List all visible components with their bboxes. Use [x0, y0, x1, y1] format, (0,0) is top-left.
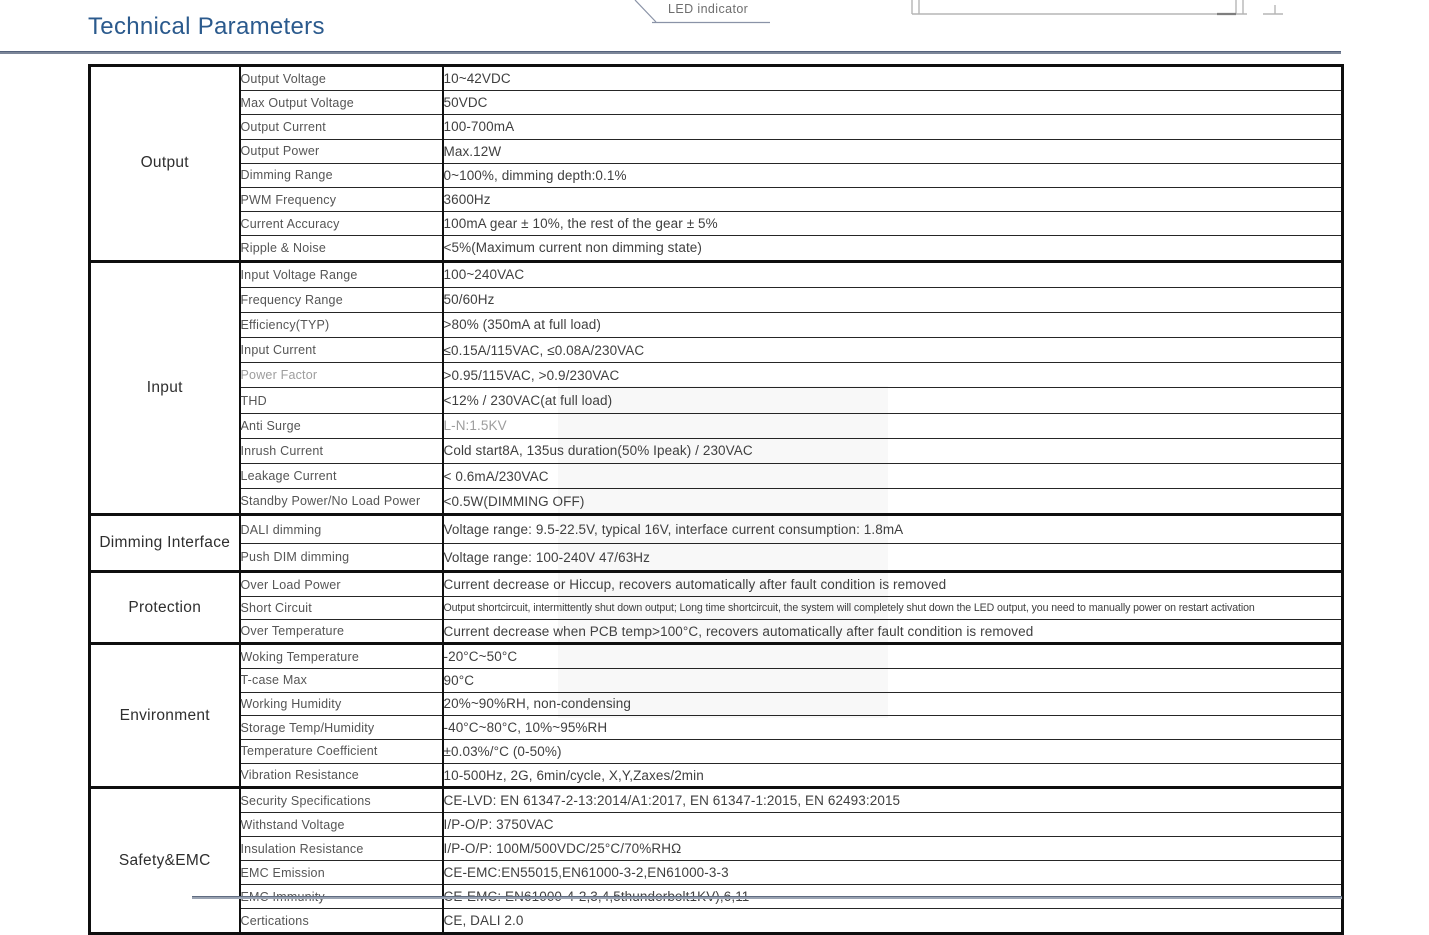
value-cell: L-N:1.5KV	[443, 413, 1343, 438]
table-row	[90, 163, 1343, 187]
table-row	[90, 788, 1343, 813]
param-cell: Withstand Voltage	[240, 813, 443, 837]
table-row	[90, 515, 1343, 544]
value-cell: CE-EMC:EN55015,EN61000-3-2,EN61000-3-3	[443, 861, 1343, 885]
table-row	[90, 909, 1343, 934]
value-cell: 20%~90%RH, non-condensing	[443, 692, 1343, 716]
spec-table	[88, 64, 1344, 935]
param-cell: Over Load Power	[240, 572, 443, 596]
value-cell: 100~240VAC	[443, 261, 1343, 287]
param-cell: Working Humidity	[240, 692, 443, 716]
table-row	[90, 464, 1343, 489]
page-title: Technical Parameters	[88, 13, 325, 40]
param-cell: Max Output Voltage	[240, 91, 443, 115]
table-row	[90, 692, 1343, 716]
bottom-rule	[192, 896, 1342, 899]
value-cell: I/P-O/P: 3750VAC	[443, 813, 1343, 837]
param-cell: Security Specifications	[240, 788, 443, 813]
value-cell: 90°C	[443, 668, 1343, 692]
value-cell: Voltage range: 9.5-22.5V, typical 16V, interface current consumption: 1.8mA	[443, 515, 1343, 544]
value-cell: <12% / 230VAC(at full load)	[443, 388, 1343, 413]
value-cell: <5%(Maximum current non dimming state)	[443, 236, 1343, 261]
param-cell: Inrush Current	[240, 438, 443, 463]
category-cell: Environment	[90, 644, 240, 788]
param-cell: Efficiency(TYP)	[240, 312, 443, 337]
param-cell: Output Current	[240, 115, 443, 139]
table-row	[90, 596, 1343, 619]
value-cell: 100mA gear ± 10%, the rest of the gear ± 5%	[443, 212, 1343, 236]
param-cell: Ripple & Noise	[240, 236, 443, 261]
table-row	[90, 763, 1343, 788]
param-cell: EMC Emission	[240, 861, 443, 885]
value-cell: -40°C~80°C, 10%~95%RH	[443, 716, 1343, 740]
value-cell: Current decrease when PCB temp>100°C, recovers automatically after fault condition is removed	[443, 619, 1343, 643]
value-cell: >0.95/115VAC, >0.9/230VAC	[443, 363, 1343, 388]
param-cell: Input Voltage Range	[240, 261, 443, 287]
value-cell: CE, DALI 2.0	[443, 909, 1343, 934]
param-cell: DALI dimming	[240, 515, 443, 544]
table-row	[90, 438, 1343, 463]
value-cell: ≤0.15A/115VAC, ≤0.08A/230VAC	[443, 338, 1343, 363]
table-row	[90, 312, 1343, 337]
param-cell: Input Current	[240, 338, 443, 363]
table-row	[90, 543, 1343, 572]
table-row	[90, 861, 1343, 885]
value-cell: Current decrease or Hiccup, recovers automatically after fault condition is removed	[443, 572, 1343, 596]
param-cell: Current Accuracy	[240, 212, 443, 236]
param-cell: Anti Surge	[240, 413, 443, 438]
title-rule	[0, 51, 1341, 54]
table-row	[90, 668, 1343, 692]
value-cell: ±0.03%/°C (0-50%)	[443, 740, 1343, 764]
value-cell: 50/60Hz	[443, 287, 1343, 312]
value-cell: 50VDC	[443, 91, 1343, 115]
table-row	[90, 716, 1343, 740]
param-cell: Push DIM dimming	[240, 543, 443, 572]
table-row	[90, 619, 1343, 643]
value-cell: Max.12W	[443, 139, 1343, 163]
param-cell: Power Factor	[240, 363, 443, 388]
value-cell: CE-LVD: EN 61347-2-13:2014/A1:2017, EN 61347-1:2015, EN 62493:2015	[443, 788, 1343, 813]
param-cell: PWM Frequency	[240, 187, 443, 211]
value-cell: Cold start8A, 135us duration(50% Ipeak) / 230VAC	[443, 438, 1343, 463]
param-cell: Short Circuit	[240, 596, 443, 619]
param-cell: Temperature Coefficient	[240, 740, 443, 764]
table-row	[90, 644, 1343, 669]
param-cell: T-case Max	[240, 668, 443, 692]
param-cell: Dimming Range	[240, 163, 443, 187]
table-row	[90, 261, 1343, 287]
param-cell: Woking Temperature	[240, 644, 443, 669]
param-cell: Storage Temp/Humidity	[240, 716, 443, 740]
table-row	[90, 572, 1343, 596]
table-row	[90, 287, 1343, 312]
table-row	[90, 413, 1343, 438]
table-row	[90, 66, 1343, 91]
value-cell: 10~42VDC	[443, 66, 1343, 91]
table-row	[90, 837, 1343, 861]
value-cell: -20°C~50°C	[443, 644, 1343, 669]
table-row	[90, 740, 1343, 764]
table-row	[90, 813, 1343, 837]
table-row	[90, 187, 1343, 211]
led-indicator-label: LED indicator	[668, 2, 749, 16]
value-cell: 3600Hz	[443, 187, 1343, 211]
value-cell: Output shortcircuit, intermittently shut down output; Long time shortcircuit, the system will completely shut down the LED output, you need to manually power on restart activation	[443, 596, 1343, 619]
value-cell: Voltage range: 100-240V 47/63Hz	[443, 543, 1343, 572]
value-cell: 0~100%, dimming depth:0.1%	[443, 163, 1343, 187]
value-cell: I/P-O/P: 100M/500VDC/25°C/70%RHΩ	[443, 837, 1343, 861]
param-cell: Output Power	[240, 139, 443, 163]
table-row	[90, 388, 1343, 413]
table-row	[90, 338, 1343, 363]
category-cell: Output	[90, 66, 240, 262]
value-cell: >80% (350mA at full load)	[443, 312, 1343, 337]
table-row	[90, 236, 1343, 261]
table-row	[90, 91, 1343, 115]
param-cell: Certications	[240, 909, 443, 934]
value-cell: < 0.6mA/230VAC	[443, 464, 1343, 489]
table-row	[90, 363, 1343, 388]
table-row	[90, 212, 1343, 236]
category-cell: Dimming Interface	[90, 515, 240, 572]
category-cell: Safety&EMC	[90, 788, 240, 934]
param-cell: Standby Power/No Load Power	[240, 489, 443, 515]
category-cell: Protection	[90, 572, 240, 644]
value-cell: <0.5W(DIMMING OFF)	[443, 489, 1343, 515]
category-cell: Input	[90, 261, 240, 515]
table-row	[90, 139, 1343, 163]
param-cell: Leakage Current	[240, 464, 443, 489]
param-cell: Output Voltage	[240, 66, 443, 91]
param-cell: Insulation Resistance	[240, 837, 443, 861]
param-cell: Over Temperature	[240, 619, 443, 643]
table-row	[90, 115, 1343, 139]
param-cell: Vibration Resistance	[240, 763, 443, 788]
param-cell: THD	[240, 388, 443, 413]
param-cell: Frequency Range	[240, 287, 443, 312]
table-row	[90, 489, 1343, 515]
value-cell: 100-700mA	[443, 115, 1343, 139]
value-cell: 10-500Hz, 2G, 6min/cycle, X,Y,Zaxes/2min	[443, 763, 1343, 788]
